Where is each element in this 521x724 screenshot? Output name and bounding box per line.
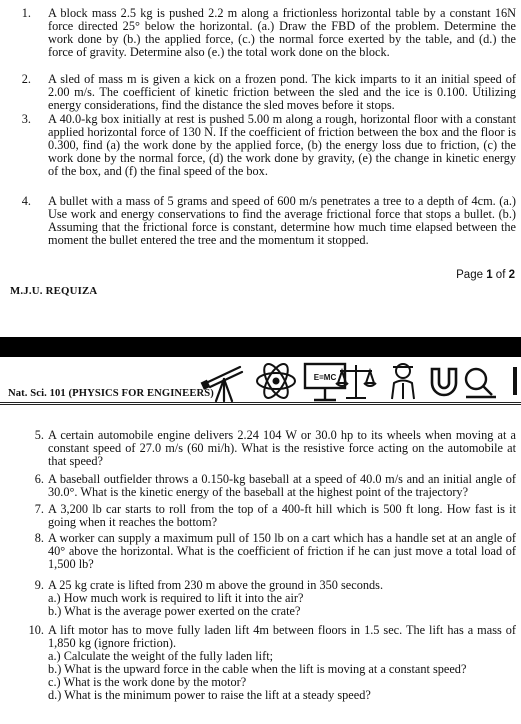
subquestion-a: a.) How much work is required to lift it into the air? [48, 591, 304, 606]
page-label: Page [456, 269, 487, 281]
problem-text: A 40.0-kg box initially at rest is pushed 5.00 m along a rough, horizontal floor with a constant applied horizontal force of 130 N. If the coefficient of friction between the box and the floor is 0.300, find (a) the work done by the applied force, (b) the energy loss due to friction, (c) the work done by the normal force, (d) the work done by gravity, (e) the change in kinetic energy of the box, and (f) the final speed of the box. [48, 112, 516, 179]
problem-text: A worker can supply a maximum pull of 150 lb on a cart which has a handle set at an angle of 40° above the horizontal. What is the coefficient of friction if he can just move a total load of 1,500 lb? [48, 531, 516, 572]
scientist-icon [384, 361, 422, 403]
problem-number: 2. [21, 72, 31, 86]
problem-number: 6. [34, 472, 44, 486]
page-divider [0, 337, 521, 357]
course-title: Nat. Sci. 101 (PHYSICS FOR ENGINEERS) [8, 388, 214, 399]
svg-text:E=MC: E=MC [313, 373, 337, 382]
page-total: 2 [508, 269, 515, 281]
problem-number: 10. [28, 623, 44, 637]
problem-text: A 3,200 lb car starts to roll from the top of a 400-ft hill which is 500 ft long. How fast is it going when it reaches the bottom? [48, 502, 516, 530]
page-current: 1 [486, 269, 493, 281]
header-rule [0, 402, 521, 403]
subquestion-b: b.) What is the average power exerted on the crate? [48, 604, 301, 619]
problem-text [48, 624, 516, 703]
problem-text: A sled of mass m is given a kick on a frozen pond. The kick imparts to it an initial speed of 2.00 m/s. The coefficient of kinetic friction between the sled and the ice is 0.100. Utilizing energy considerations, find the distance the sled moves before it stops. [48, 72, 516, 113]
problem-number: 8. [34, 531, 44, 545]
atom-icon [254, 359, 298, 403]
page-number [456, 269, 515, 281]
problem-text: A block mass 2.5 kg is pushed 2.2 m along a frictionless horizontal table by a constant 16N force directed 25° below the horizontal. (a.) Draw the FBD of the problem. Determine the work done by (b.) the applied force, (c.) the normal force exerted by the table, and (d.) the force of gravity. Determine also (e.) the total work done on the block. [48, 6, 516, 60]
problem-number: 5. [34, 428, 44, 442]
problem-text [48, 579, 516, 618]
problem-stem: A lift motor has to move fully laden lift 4m between floors in 1.5 sec. The lift has a mass of 1,850 kg (ignore friction). [48, 623, 516, 651]
problem-number: 1. [21, 6, 31, 20]
problem-text: A baseball outfielder throws a 0.150-kg baseball at a speed of 40.0 m/s and an initial angle of 30.0°. What is the kinetic energy of the baseball at the highest point of the trajectory? [48, 472, 516, 500]
author-name: M.J.U. REQUIZA [10, 285, 98, 297]
problem-text: A bullet with a mass of 5 grams and speed of 600 m/s penetrates a tree to a depth of 4cm. (a.) Use work and energy conservations to find the average frictional force that stops a bullet. (b.) Assuming that the frictional force is constant, determine how much time elapsed between the moment the bullet entered the tree and the momentum it stopped. [48, 194, 516, 248]
microscope-icon [462, 363, 521, 403]
problem-number: 7. [34, 502, 44, 516]
balance-scale-icon [334, 361, 378, 403]
subquestion-b: b.) What is the upward force in the cable when the lift is moving at a constant speed? [48, 662, 467, 677]
page-one [0, 0, 521, 338]
page-of-label: of [492, 269, 509, 281]
problem-number: 3. [21, 112, 31, 126]
magnet-icon [426, 365, 462, 401]
problem-stem: A 25 kg crate is lifted from 230 m above the ground in 350 seconds. [48, 578, 384, 592]
subquestion-d: d.) What is the minimum power to raise the lift at a steady speed? [48, 688, 371, 703]
subquestion-a: a.) Calculate the weight of the fully laden lift; [48, 649, 274, 664]
subquestion-c: c.) What is the work done by the motor? [48, 675, 247, 690]
problem-text: A certain automobile engine delivers 2.24 104 W or 30.0 hp to its wheels when moving at a constant speed of 27.0 m/s (60 mi/h). What is the resistive force acting on the automobile at that speed? [48, 428, 516, 469]
header-rule-secondary [0, 404, 521, 405]
problem-number: 4. [21, 194, 31, 208]
problem-number: 9. [34, 578, 44, 592]
